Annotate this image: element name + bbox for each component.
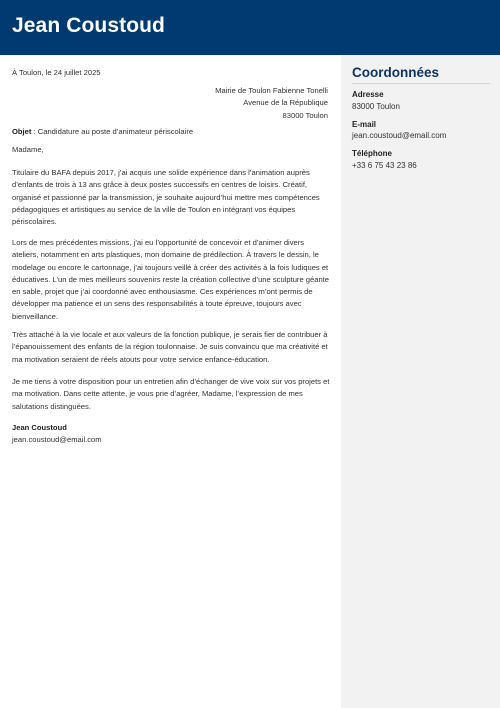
sidebar-divider — [352, 83, 490, 84]
body-paragraph: Lors de mes précédentes missions, j’ai eu l’opportunité de concevoir et d’animer divers ateliers, notamment en arts plastiques, mon domaine de prédilection. À travers le dessin, le modelage ou encore le cartonnage, j’ai toujours veillé à créer des activités à la fois ludiques et éducatives. L’un de mes meilleurs souvenirs reste la création collective d’une sculpture géante en sable, projet que j’ai coordonné avec enthousiasme. Ces expériences m’ont permis de développer ma patience et un sens des responsabilités à toute épreuve, toujours avec bienveillance. — [12, 238, 330, 321]
subject-label: Objet — [12, 127, 32, 136]
recipient-line: Avenue de la République — [243, 98, 328, 108]
sidebar-title: Coordonnées — [352, 65, 440, 80]
body-paragraph: Je me tiens à votre disposition pour un entretien afin d’échanger de vive voix sur vos projets et ma motivation. Dans cette attente, je vous prie d’agréer, Madame, l’expression de mes salutations distinguées. — [12, 377, 330, 411]
recipient-block — [215, 85, 328, 122]
signature-name: Jean Coustoud — [12, 423, 67, 432]
contact-sidebar — [341, 55, 500, 708]
header-banner — [0, 0, 500, 55]
applicant-name: Jean Coustoud — [12, 14, 165, 37]
subject-line — [12, 127, 193, 136]
signature-email[interactable]: jean.coustoud@email.com — [12, 435, 102, 444]
subject-text: : Candidature au poste d’animateur périscolaire — [31, 127, 194, 136]
email-value[interactable]: jean.coustoud@email.com — [352, 131, 447, 140]
phone-value[interactable]: +33 6 75 43 23 86 — [352, 161, 417, 170]
letter-date: À Toulon, le 24 juillet 2025 — [12, 68, 101, 77]
phone-label: Téléphone — [352, 149, 393, 158]
email-label: E-mail — [352, 120, 377, 129]
body-paragraph: Très attaché à la vie locale et aux valeurs de la fonction publique, je serais fier de contribuer à l’épanouissement des enfants de la région toulonnaise. Je suis convaincu que ma créativité et ma motivation seraient de réels atouts pour votre service enfance-éducation. — [12, 330, 328, 364]
salutation: Madame, — [12, 145, 44, 154]
body-paragraph: Titulaire du BAFA depuis 2017, j’ai acquis une solide expérience dans l’animation auprès d’enfants de trois à 13 ans grâce à deux postes successifs en centres de loisirs. Créatif, organisé et passionné par la transmission, je souhaite aujourd’hui mettre mes compétences pédagogiques et artistiques au service de la ville de Toulon en intégrant vos équipes périscolaires. — [12, 168, 320, 227]
address-value: 83000 Toulon — [352, 102, 400, 111]
recipient-line: Mairie de Toulon Fabienne Tonelli — [215, 86, 328, 95]
address-label: Adresse — [352, 90, 384, 99]
recipient-line: 83000 Toulon — [282, 110, 328, 120]
